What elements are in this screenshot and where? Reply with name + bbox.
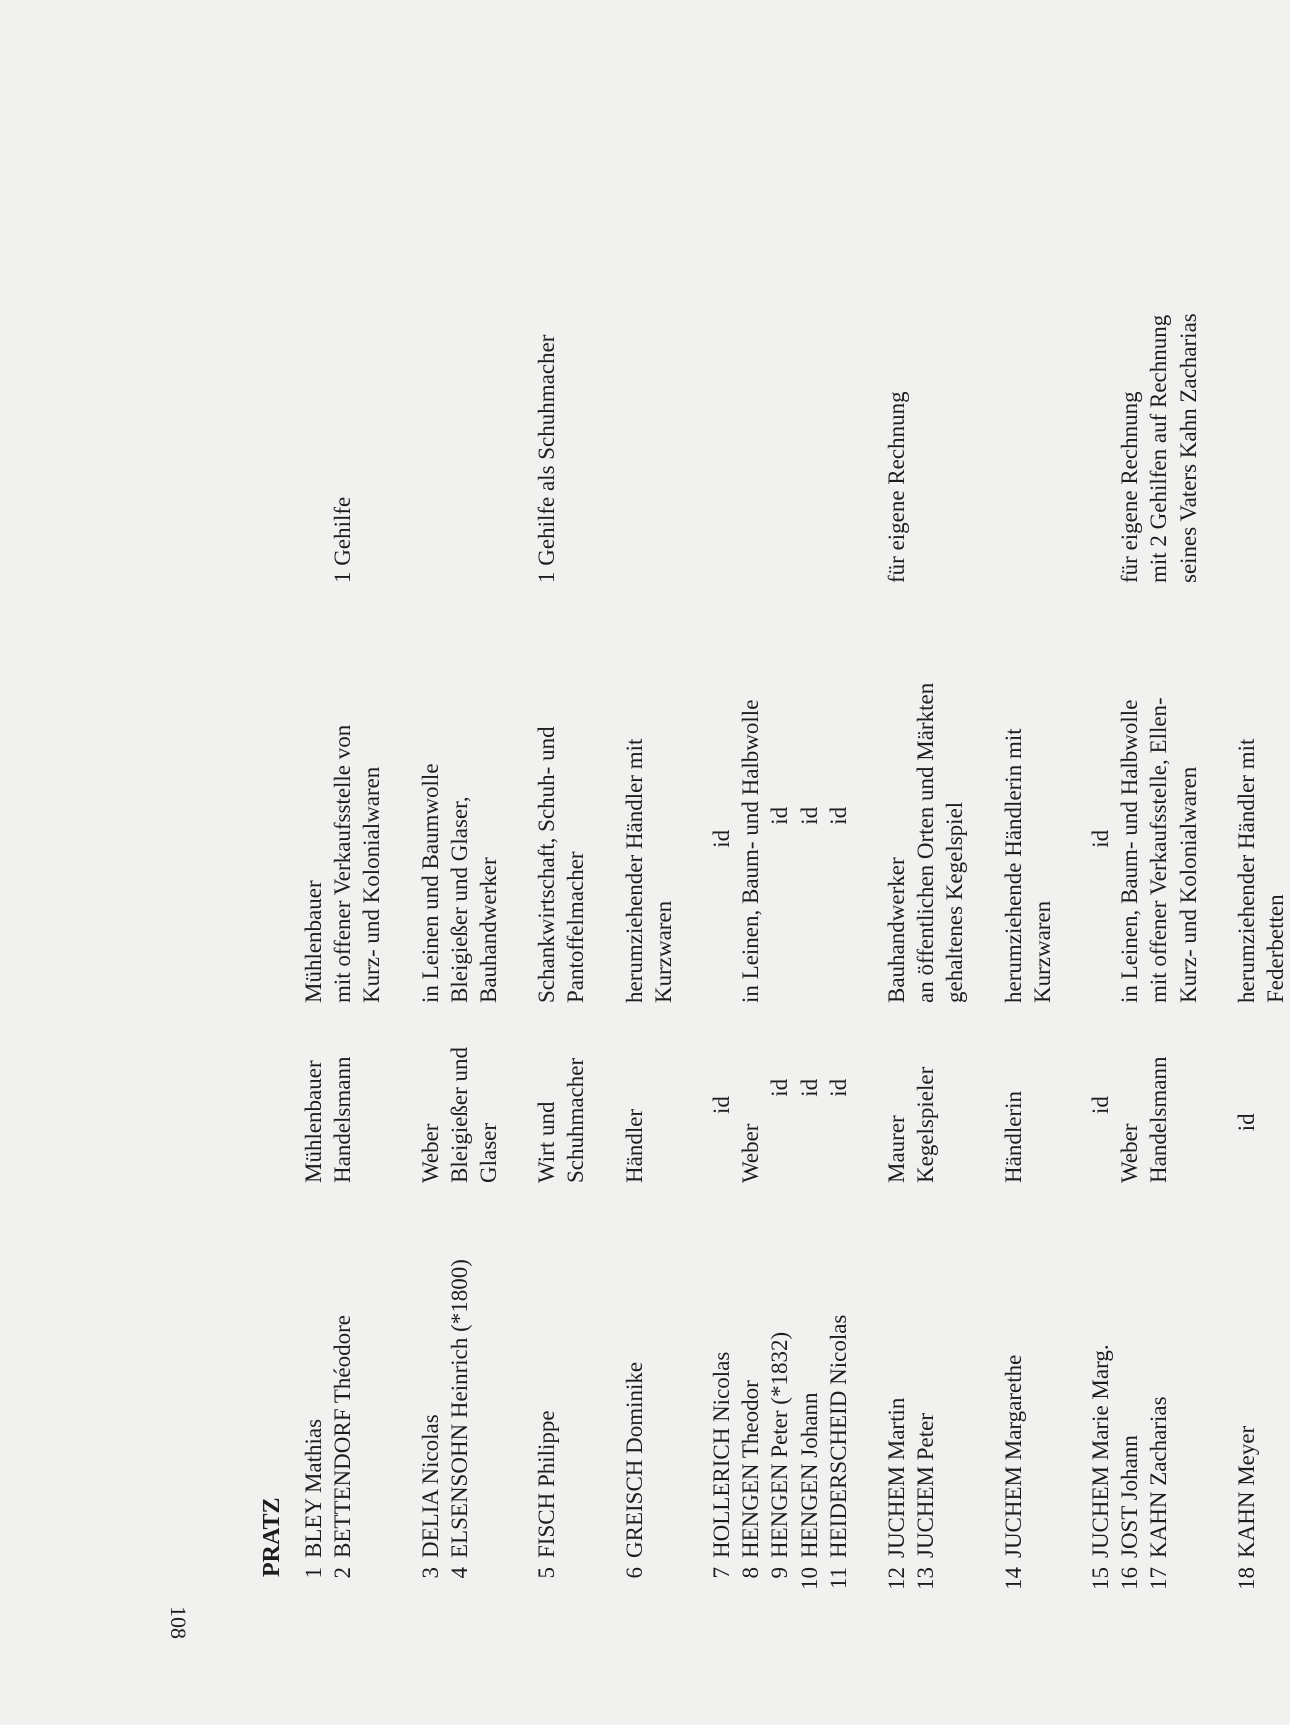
entry-business: Bauhandwerker	[884, 857, 910, 1003]
entry-number: 11	[825, 1567, 851, 1590]
entry-name: JUCHEM Margarethe	[1000, 1354, 1026, 1558]
entry-note: 1 Gehilfe als Schuhmacher	[534, 334, 560, 583]
entry-name: HENGEN Theodor	[738, 1380, 764, 1558]
entry-occupation: id	[796, 1078, 822, 1183]
entry-number: 14	[1000, 1567, 1026, 1590]
page-number: 108	[166, 1606, 191, 1639]
entry-name: JUCHEM Martin	[884, 1397, 910, 1558]
entry-occupation: Wirt und Schuhmacher	[534, 1057, 589, 1183]
entry-business: in Leinen, Baum- und Halbwolle	[1117, 699, 1143, 1003]
entry-occupation: Weber	[417, 1123, 443, 1183]
entry-name: HEIDERSCHEID Nicolas	[825, 1314, 851, 1558]
entry-occupation: Weber	[1117, 1123, 1143, 1183]
entry-number: 1	[301, 1567, 326, 1579]
entry-number: 8	[738, 1567, 764, 1579]
entry-number: 16	[1117, 1567, 1143, 1590]
entry-note	[911, 123, 969, 583]
entry-occupation: Handelsmann	[330, 1056, 356, 1183]
entry-number: 13	[913, 1567, 939, 1590]
entry-business: Schankwirtschaft, Schuh- und Pantoffelmacher	[534, 726, 589, 1003]
table-row	[882, 64, 911, 1594]
entry-note: für eigene Rechnung	[1117, 391, 1143, 583]
entry-occupation: Bleigießer und Glaser	[446, 1046, 502, 1183]
entry-occupation: Händlerin	[1000, 1091, 1026, 1183]
entry-business: herumziehender Händler mit Federbetten	[1233, 738, 1289, 1003]
entry-business: id	[709, 829, 735, 1003]
entry-occupation: Weber	[738, 1123, 764, 1183]
entry-name: HENGEN Johann	[796, 1392, 822, 1558]
entry-note	[707, 123, 736, 583]
entry-number: 12	[884, 1567, 910, 1590]
entry-note	[765, 123, 794, 583]
entry-number: 3	[417, 1567, 443, 1579]
table-row	[1086, 64, 1115, 1594]
entry-occupation: Mühlenbauer	[301, 1060, 326, 1183]
entry-note	[620, 123, 678, 583]
entry-number: 9	[767, 1567, 793, 1579]
entry-business: herumziehender Händler mit Kurzwaren	[621, 738, 676, 1003]
entry-note	[299, 123, 328, 583]
entry-note	[824, 123, 853, 583]
table-row	[795, 64, 824, 1594]
entries-table	[299, 64, 1290, 1594]
table-row	[765, 64, 794, 1594]
entry-note	[1086, 123, 1115, 583]
entry-note: für eigene Rechnung	[884, 391, 910, 583]
entry-number: 10	[796, 1567, 822, 1590]
table-row	[620, 64, 678, 1594]
entry-note	[999, 123, 1057, 583]
table-row	[445, 64, 503, 1594]
entry-business: id	[825, 806, 851, 1003]
entry-number: 17	[1146, 1567, 1172, 1590]
table-row	[1232, 64, 1290, 1594]
table-row	[416, 64, 445, 1594]
entry-business: Bleigießer und Glaser, Bauhandwerker	[446, 796, 502, 1003]
entry-occupation: id	[1088, 1096, 1114, 1183]
entry-occupation: id	[1233, 1113, 1259, 1183]
table-row	[1144, 64, 1202, 1594]
entry-business: in Leinen und Baumwolle	[417, 763, 443, 1003]
entry-number: 18	[1233, 1567, 1259, 1590]
entry-name: KAHN Meyer	[1233, 1425, 1259, 1558]
entry-occupation: Händler	[621, 1108, 647, 1183]
rotated-page-content	[145, 52, 1289, 1682]
entry-name: FISCH Philippe	[534, 1410, 560, 1558]
entry-occupation: id	[709, 1096, 735, 1183]
entry-note: mit 2 Gehilfen auf Rechnung seines Vaters Kahn Zacharias	[1146, 313, 1201, 583]
entry-business: id	[796, 806, 822, 1003]
entry-business: mit offener Verkaufsstelle, Ellen- Kurz- und Kolonialwaren	[1146, 697, 1201, 1003]
entry-name: BETTENDORF Théodore	[330, 1315, 356, 1558]
entry-note: 1 Gehilfe	[330, 496, 356, 583]
table-row	[911, 64, 969, 1594]
entry-name: GREISCH Dominike	[621, 1361, 647, 1558]
entry-occupation: id	[767, 1078, 793, 1183]
entry-note	[445, 123, 503, 583]
entry-note	[795, 123, 824, 583]
table-row	[328, 64, 386, 1594]
entry-occupation: id	[825, 1078, 851, 1183]
table-row	[999, 64, 1057, 1594]
section-heading: PRATZ	[259, 1497, 285, 1577]
entry-note	[416, 123, 445, 583]
entry-business: mit offener Verkaufsstelle von Kurz- und Kolonialwaren	[330, 724, 385, 1003]
entry-name: BLEY Mathias	[301, 1418, 326, 1558]
entry-number: 4	[446, 1567, 472, 1579]
table-row	[299, 64, 328, 1594]
entry-name: HOLLERICH Nicolas	[709, 1351, 735, 1558]
entry-note	[1232, 123, 1290, 583]
entry-business: in Leinen, Baum- und Halbwolle	[738, 699, 764, 1003]
entry-name: JOST Johann	[1117, 1435, 1143, 1558]
table-row	[736, 64, 765, 1594]
table-row	[824, 64, 853, 1594]
entry-number: 6	[621, 1567, 647, 1579]
table-row	[707, 64, 736, 1594]
entry-number: 15	[1088, 1567, 1114, 1590]
table-row	[1115, 64, 1144, 1594]
entry-number: 5	[534, 1567, 560, 1579]
table-row	[532, 64, 590, 1594]
entry-name: DELIA Nicolas	[417, 1414, 443, 1558]
entry-business: Mühlenbauer	[301, 880, 326, 1003]
entry-note	[736, 123, 765, 583]
entry-name: JUCHEM Marie Marg.	[1088, 1344, 1114, 1558]
entry-business: an öffentlichen Orten und Märkten gehaltenes Kegelspiel	[913, 682, 968, 1003]
entry-business: id	[1088, 829, 1114, 1003]
entry-business: id	[767, 806, 793, 1003]
entry-business: herumziehende Händlerin mit Kurzwaren	[1000, 728, 1055, 1003]
entry-number: 2	[330, 1567, 356, 1579]
entry-name: KAHN Zacharias	[1146, 1396, 1172, 1558]
entry-occupation: Kegelspieler	[913, 1066, 939, 1183]
entry-occupation: Handelsmann	[1146, 1056, 1172, 1183]
entry-name: HENGEN Peter (*1832)	[767, 1331, 793, 1558]
entry-number: 7	[709, 1567, 735, 1579]
entry-occupation: Maurer	[884, 1115, 910, 1183]
entry-name: JUCHEM Peter	[913, 1412, 939, 1558]
entry-name: ELSENSOHN Heinrich (*1800)	[446, 1259, 472, 1558]
